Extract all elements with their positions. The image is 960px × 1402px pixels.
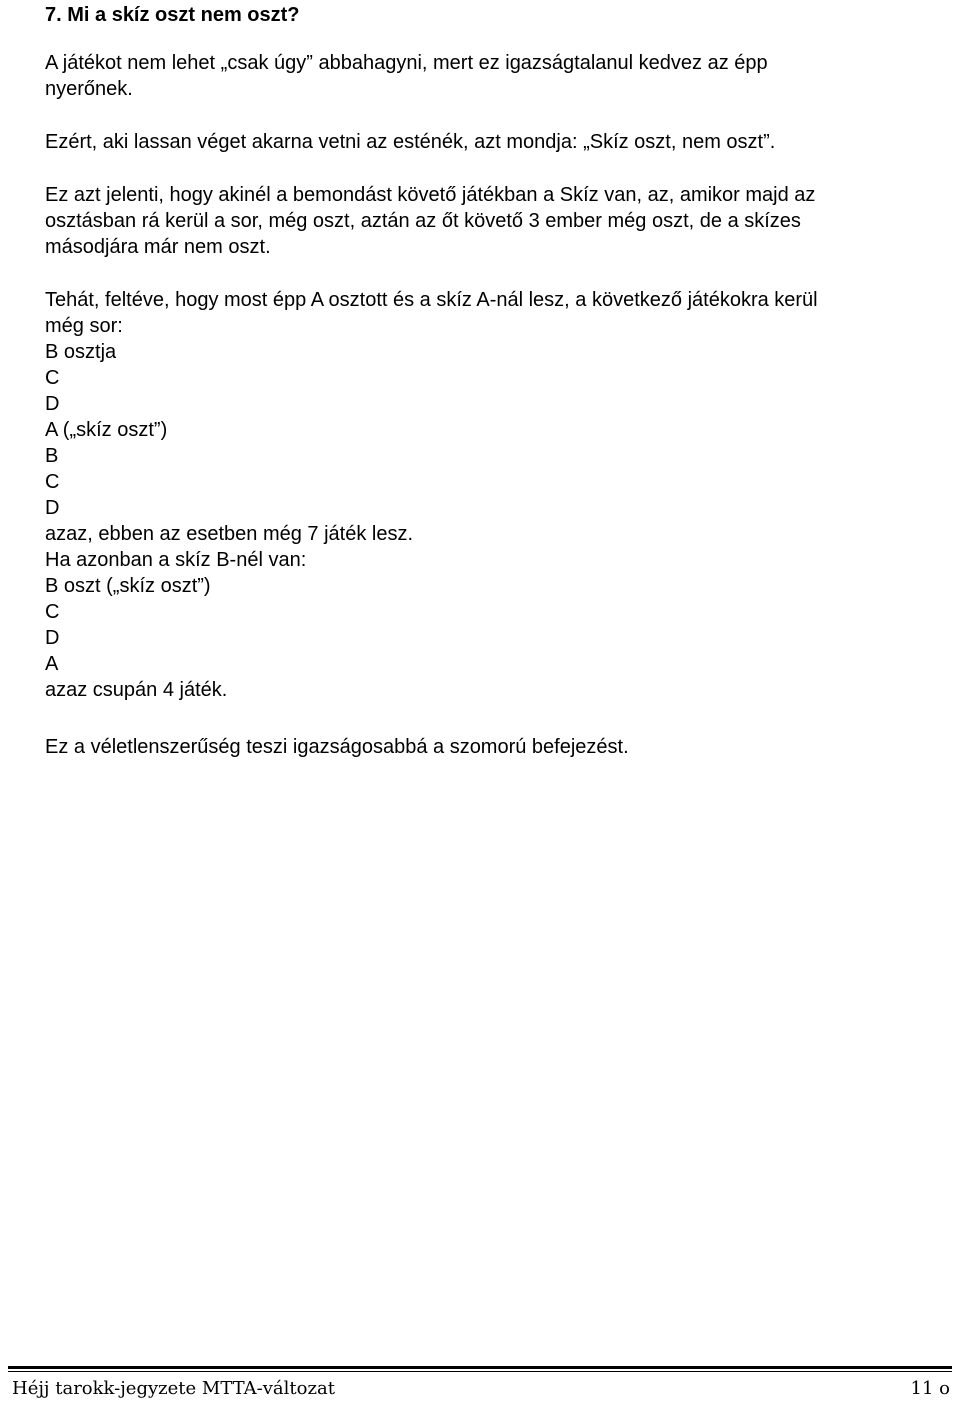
dealer-line: B osztja xyxy=(45,341,117,363)
dealer-line: D xyxy=(45,497,60,519)
paragraph-intro xyxy=(45,50,940,102)
dealer-line: B oszt („skíz oszt”) xyxy=(45,575,211,597)
dealer-line: C xyxy=(45,601,60,623)
footer-divider-thin xyxy=(8,1371,952,1372)
footer-page-number: 11 o xyxy=(910,1378,950,1399)
text-line: osztásban rá kerül a sor, még oszt, aztán az őt követő 3 ember még oszt, de a skízes xyxy=(45,210,801,232)
dealer-line: B xyxy=(45,445,59,467)
dealer-line: D xyxy=(45,627,60,649)
text-line: Ez azt jelenti, hogy akinél a bemondást követő játékban a Skíz van, az, amikor majd az xyxy=(45,184,816,206)
text-line: még sor: xyxy=(45,315,123,337)
text-line: A játékot nem lehet „csak úgy” abbahagyni, mert ez igazságtalanul kedvez az épp xyxy=(45,52,768,74)
paragraph-meaning xyxy=(45,182,940,260)
dealer-line: A („skíz oszt”) xyxy=(45,419,168,441)
text-line: Ezért, aki lassan véget akarna vetni az esténék, azt mondja: „Skíz oszt, nem oszt”. xyxy=(45,131,776,153)
text-line: azaz csupán 4 játék. xyxy=(45,679,228,701)
dealer-line: C xyxy=(45,367,60,389)
text-line: Tehát, feltéve, hogy most épp A osztott és a skíz A-nál lesz, a következő játékokra kerül xyxy=(45,289,818,311)
paragraph-reason xyxy=(45,129,940,155)
section-heading: 7. Mi a skíz oszt nem oszt? xyxy=(45,4,300,26)
text-line: nyerőnek. xyxy=(45,78,133,100)
text-line: Ha azonban a skíz B-nél van: xyxy=(45,549,307,571)
dealer-line: A xyxy=(45,653,59,675)
text-line: azaz, ebben az esetben még 7 játék lesz. xyxy=(45,523,414,545)
paragraph-example xyxy=(45,287,940,703)
dealer-line: C xyxy=(45,471,60,493)
paragraph-conclusion xyxy=(45,734,940,760)
text-line: Ez a véletlenszerűség teszi igazságosabbá a szomorú befejezést. xyxy=(45,736,629,758)
text-line: másodjára már nem oszt. xyxy=(45,236,271,258)
footer-divider xyxy=(8,1366,952,1369)
dealer-line: D xyxy=(45,393,60,415)
footer-document-title: Héjj tarokk-jegyzete MTTA-változat xyxy=(12,1378,335,1399)
